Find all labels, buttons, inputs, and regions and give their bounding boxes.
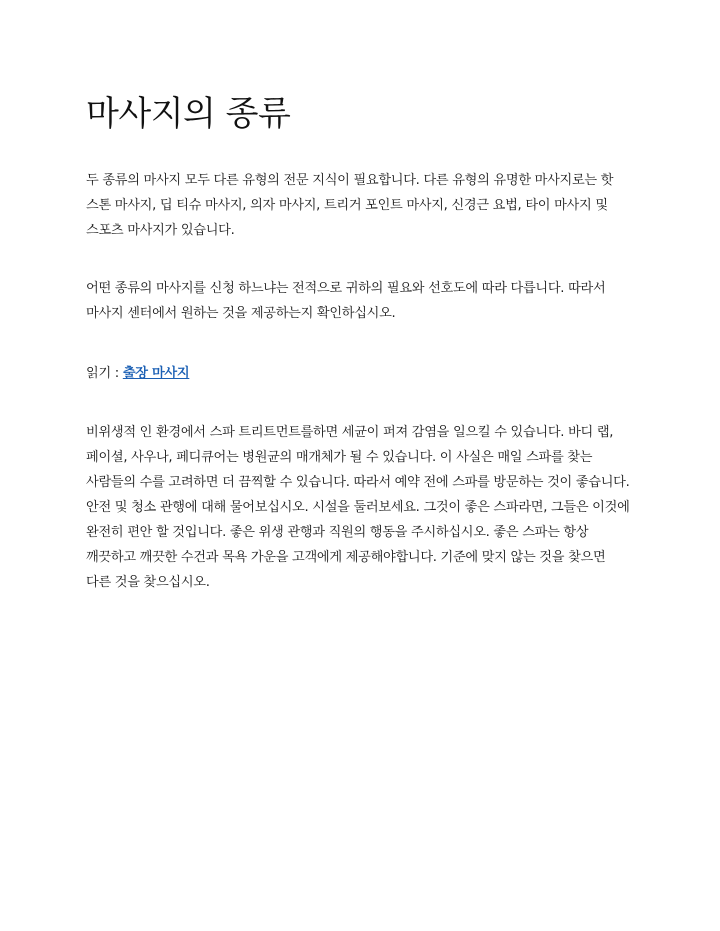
paragraph-line: 마사지 센터에서 원하는 것을 제공하는지 확인하십시오.	[86, 306, 396, 321]
paragraph-line: 페이셜, 사우나, 페디큐어는 병원균의 매개체가 될 수 있습니다. 이 사실은 매일 스파를 찾는	[86, 450, 593, 465]
paragraph-line: 스톤 마사지, 딥 티슈 마사지, 의자 마사지, 트리거 포인트 마사지, 신경근 요법, 타이 마사지 및	[86, 198, 608, 213]
paragraph-massage-types	[86, 168, 613, 243]
paragraph-line: 스포츠 마사지가 있습니다.	[86, 223, 235, 238]
paragraph-line: 안전 및 청소 관행에 대해 물어보십시오. 시설을 둘러보세요. 그것이 좋은 스파라면, 그들은 이것에	[86, 500, 630, 515]
read-more-link[interactable]: 출장 마사지	[122, 366, 190, 381]
read-more-prefix: 읽기 :	[86, 366, 123, 381]
paragraph-hygiene	[86, 420, 630, 595]
paragraph-line: 사람들의 수를 고려하면 더 끔찍할 수 있습니다. 따라서 예약 전에 스파를 방문하는 것이 좋습니다.	[86, 475, 630, 490]
paragraph-line: 깨끗하고 깨끗한 수건과 목욕 가운을 고객에게 제공해야합니다. 기준에 맞지 않는 것을 찾으면	[86, 550, 606, 565]
read-more-line	[86, 361, 189, 386]
paragraph-line: 다른 것을 찾으십시오.	[86, 575, 210, 590]
paragraph-line: 비위생적 인 환경에서 스파 트리트먼트를하면 세균이 퍼져 감염을 일으킬 수 있습니다. 바디 랩,	[86, 425, 614, 440]
paragraph-line: 두 종류의 마사지 모두 다른 유형의 전문 지식이 필요합니다. 다른 유형의 유명한 마사지로는 핫	[86, 173, 614, 188]
page-title: 마사지의 종류	[86, 94, 291, 134]
paragraph-choice	[86, 276, 605, 326]
paragraph-line: 완전히 편안 할 것입니다. 좋은 위생 관행과 직원의 행동을 주시하십시오. 좋은 스파는 항상	[86, 525, 589, 540]
paragraph-line: 어떤 종류의 마사지를 신청 하느냐는 전적으로 귀하의 필요와 선호도에 따라 다릅니다. 따라서	[86, 281, 606, 296]
